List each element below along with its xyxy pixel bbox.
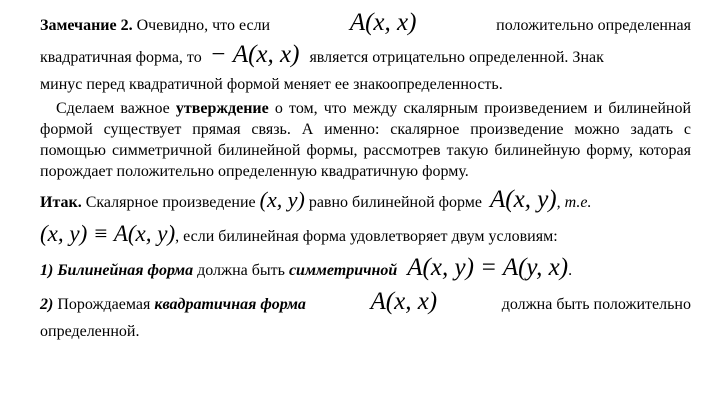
- formula-bilinear-form: A(x, y): [490, 186, 557, 213]
- remark-text: минус перед квадратичной формой меняет ее знакоопределенность.: [40, 76, 503, 93]
- remark-label: Замечание 2.: [40, 17, 133, 34]
- condition-number: 2): [40, 296, 54, 313]
- conclusion-line-2: (x, y) ≡ A(x, y), если билинейная форма удовлетворяет двум условиям:: [40, 221, 558, 246]
- remark-text-tail: положительно определенная: [496, 17, 691, 34]
- conclusion-label: Итак.: [40, 194, 82, 211]
- formula-equivalence: (x, y) ≡ A(x, y): [40, 221, 176, 246]
- formula-generated-form: A(x, x): [370, 288, 438, 315]
- formula-symmetry: A(x, y) = A(y, x): [407, 254, 569, 281]
- condition-keyword: симметричной: [288, 262, 398, 279]
- condition-2: 2) Порождаемая квадратичная форма A(x, x) должна быть положительно: [40, 288, 691, 315]
- remark-paragraph: [40, 10, 691, 96]
- statement-keyword: утверждение: [175, 100, 269, 117]
- condition-number: 1): [40, 262, 54, 279]
- remark-text: квадратичная форма, то: [40, 49, 202, 66]
- statement-paragraph: Сделаем важное утверждение о том, что между скалярным произведением и билинейной формой существует прямая связь. А именно: скалярное произведение можно задать с помощью симметричной билинейной формы, рассмотрев такую билинейную форму, которая порождает положительно определенную квадратичную форму.: [40, 100, 692, 180]
- conclusion-line: Итак. Скалярное произведение (x, y) равно билинейной форме A(x, y), т.е.: [40, 186, 592, 213]
- remark-text: Очевидно, что если: [136, 17, 271, 34]
- condition-1: 1) Билинейная форма должна быть симметричной A(x, y) = A(y, x).: [40, 254, 573, 281]
- condition-term: Билинейная форма: [57, 262, 194, 279]
- remark-text-tail: является отрицательно определенной. Знак: [309, 49, 604, 66]
- formula-scalar-product: (x, y): [259, 187, 305, 212]
- formula-negative-form: − A(x, x): [209, 41, 300, 68]
- condition-text: определенной.: [40, 323, 140, 340]
- formula-quadratic-form: A(x, x): [349, 9, 417, 36]
- condition-term: квадратичная форма: [154, 296, 306, 313]
